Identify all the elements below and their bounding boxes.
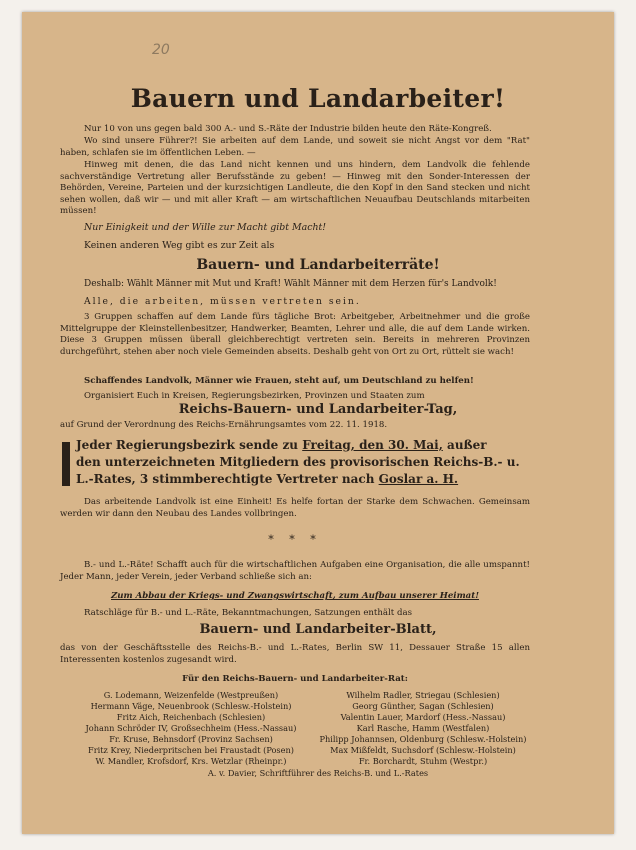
- signer-right: Philipp Johannsen, Oldenburg (Schlesw.-Holstein): [319, 734, 527, 744]
- signer-left: Hermann Väge, Neuenbrook (Schlesw.-Holstein): [90, 701, 292, 711]
- paragraph-12: Das arbeitende Landvolk ist eine Einheit! Es helfe fortan der Starke dem Schwachen. Gemeinsam werden wir dann den Neubau des Landes vollbringen.: [60, 497, 530, 519]
- signer-right: Georg Günther, Sagan (Schlesien): [352, 701, 494, 711]
- meeting-announcement: [76, 437, 546, 488]
- page-title: Bauern und Landarbeiter!: [130, 84, 506, 113]
- signature-heading: Für den Reichs-Bauern- und Landarbeiter-Rat:: [182, 674, 408, 684]
- heading-reichstag: Reichs-Bauern- und Landarbeiter-Tag,: [178, 402, 458, 417]
- signer-left: Fritz Krey, Niederpritschen bei Fraustadt (Posen): [88, 745, 294, 755]
- box-line1-c: außer: [442, 438, 487, 452]
- signer-right: Karl Rasche, Hamm (Westfalen): [356, 723, 490, 733]
- paragraph-6: Deshalb: Wählt Männer mit Mut und Kraft! Wählt Männer mit dem Herzen für's Landvolk!: [84, 279, 497, 289]
- meeting-date: Freitag, den 30. Mai,: [302, 438, 443, 452]
- heading-blatt: Bauern- und Landarbeiter-Blatt,: [199, 622, 437, 637]
- paragraph-10: Organisiert Euch in Kreisen, Regierungsbezirken, Provinzen und Staaten zum: [84, 391, 425, 401]
- signer-left: G. Lodemann, Weizenfelde (Westpreußen): [103, 690, 279, 700]
- paragraph-15: das von der Geschäftsstelle des Reichs-B.- und L.-Rates, Berlin SW 11, Dessauer Straße 15 allen Interessenten kostenlos zugesandt wird.: [60, 643, 530, 665]
- meeting-place: Goslar a. H.: [378, 472, 459, 486]
- signer-left: W. Mandler, Krofsdorf, Krs. Wetzlar (Rheinpr.): [95, 756, 287, 766]
- box-line1-a: Jeder Regierungsbezirk sende zu: [76, 438, 303, 452]
- signer-right: Fr. Borchardt, Stuhm (Westpr.): [358, 756, 488, 766]
- signer-left: Fr. Kruse, Behnsdorf (Provinz Sachsen): [109, 734, 273, 744]
- paragraph-13: B.- und L.-Räte! Schafft auch für die wirtschaftlichen Aufgaben eine Organisation, die alle umspannt! Jeder Mann, jeder Verein, jeder Verband schließe sich an:: [60, 560, 530, 582]
- paragraph-3: Hinweg mit denen, die das Land nicht kennen und uns hindern, dem Landvolk die fehlende sachverständige Vertretung aller Berufsstände zu geben! — Hinweg mit den Sonder-Interessen der Behörden, Vereine, Parteien und der kurzsichtigen Landleute, die den Kopf in den Sand stecken und nicht sehen wollen, daß wir — und mit aller Kraft — am wirtschaftlichen Neuaufbau Deutschlands mitarbeiten müssen!: [60, 160, 530, 217]
- heading-raete: Bauern- und Landarbeiterräte!: [196, 257, 440, 273]
- box-line2: den unterzeichneten Mitgliedern des provisorischen Reichs-B.- u.: [76, 455, 520, 469]
- separator-stars: * * *: [268, 533, 322, 546]
- paragraph-7: Alle, die arbeiten, müssen vertreten sein.: [84, 296, 361, 307]
- slogan: Zum Abbau der Kriegs- und Zwangswirtschaft, zum Aufbau unserer Heimat!: [111, 591, 479, 601]
- box-line3-a: L.-Rates, 3 stimmberechtigte Vertreter nach: [76, 472, 379, 486]
- paragraph-5: Keinen anderen Weg gibt es zur Zeit als: [84, 240, 275, 251]
- emphasis-bar: [62, 442, 70, 486]
- signer-left: Johann Schröder IV, Großsechheim (Hess.-Nassau): [85, 723, 297, 733]
- paragraph-4: Nur Einigkeit und der Wille zur Macht gibt Macht!: [84, 222, 327, 233]
- paragraph-11: auf Grund der Verordnung des Reichs-Ernährungsamtes vom 22. 11. 1918.: [60, 420, 388, 430]
- paragraph-9: Schaffendes Landvolk, Männer wie Frauen, steht auf, um Deutschland zu helfen!: [84, 376, 474, 386]
- signer-right: Wilhelm Radler, Striegau (Schlesien): [346, 690, 500, 700]
- signer-right: Max Mißfeldt, Suchsdorf (Schlesw.-Holstein): [330, 745, 516, 755]
- paragraph-1: Nur 10 von uns gegen bald 300 A.- und S.-Räte der Industrie bilden heute den Räte-Kongreß.: [84, 124, 492, 134]
- secretary-line: A. v. Davier, Schriftführer des Reichs-B. und L.-Rates: [207, 768, 429, 778]
- signer-left: Fritz Aich, Reichenbach (Schlesien): [116, 712, 266, 722]
- signer-right: Valentin Lauer, Mardorf (Hess.-Nassau): [340, 712, 506, 722]
- paragraph-8: 3 Gruppen schaffen auf dem Lande fürs tägliche Brot: Arbeitgeber, Arbeitnehmer und die große Mittelgruppe der Kleinstellenbesitzer, Handwerker, Beamten, Lehrer und alle, die auf dem Lande wirken. Diese 3 Gruppen müssen überall gleichberechtigt vertreten sein. Bereits in mehreren Provinzen durchgeführt, stehen aber noch viele Gemeinden abseits. Deshalb geht von Ort zu Ort, rüttelt sie wach!: [60, 312, 530, 357]
- pencil-note: 20: [152, 42, 170, 58]
- paragraph-14: Ratschläge für B.- und L.-Räte, Bekanntmachungen, Satzungen enthält das: [84, 608, 413, 618]
- paragraph-2: Wo sind unsere Führer?! Sie arbeiten auf dem Lande, und soweit sie nicht Angst vor dem "Rat" haben, schlafen sie im öffentlichen Leben. —: [60, 136, 530, 158]
